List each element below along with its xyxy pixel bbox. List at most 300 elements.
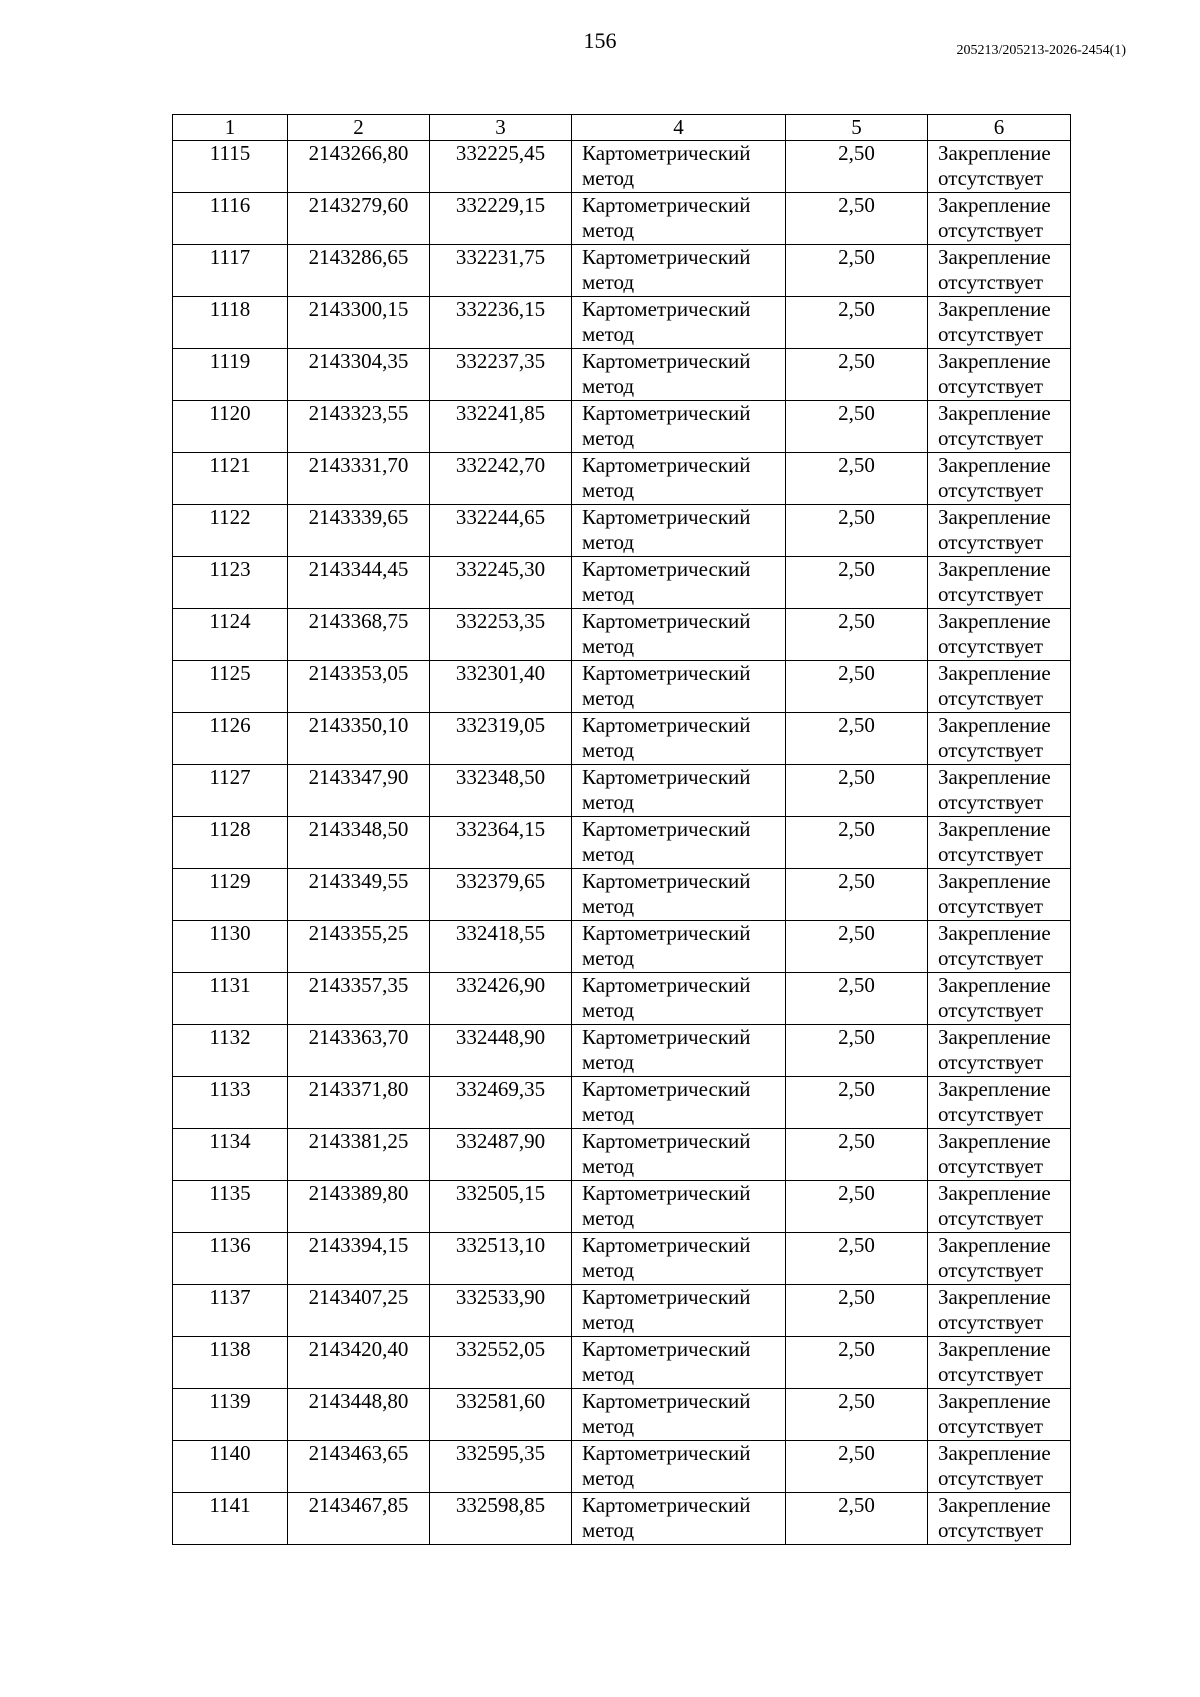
fixation-line-1: Закрепление xyxy=(938,817,1051,841)
fixation-line-2: отсутствует xyxy=(938,218,1044,242)
fixation-cell xyxy=(928,765,1071,817)
coordinates-table xyxy=(172,114,1071,1545)
fixation-line-1: Закрепление xyxy=(938,1025,1051,1049)
method-cell xyxy=(572,973,786,1025)
fixation-line-2: отсутствует xyxy=(938,166,1044,190)
fixation-line-2: отсутствует xyxy=(938,582,1044,606)
table-row xyxy=(173,505,1071,557)
method-line-2: метод xyxy=(582,946,635,970)
fixation-line-1: Закрепление xyxy=(938,1285,1051,1309)
method-line-2: метод xyxy=(582,686,635,710)
accuracy-cell: 2,50 xyxy=(786,1493,928,1545)
x-coordinate-cell: 2143357,35 xyxy=(288,973,430,1025)
fixation-line-1: Закрепление xyxy=(938,297,1051,321)
y-coordinate-cell: 332242,70 xyxy=(430,453,572,505)
method-line-2: метод xyxy=(582,738,635,762)
table-row xyxy=(173,453,1071,505)
fixation-line-1: Закрепление xyxy=(938,869,1051,893)
point-number-cell: 1118 xyxy=(173,297,288,349)
fixation-cell xyxy=(928,1129,1071,1181)
point-number-cell: 1130 xyxy=(173,921,288,973)
fixation-cell xyxy=(928,141,1071,193)
method-cell xyxy=(572,609,786,661)
y-coordinate-cell: 332244,65 xyxy=(430,505,572,557)
method-cell xyxy=(572,297,786,349)
accuracy-cell: 2,50 xyxy=(786,505,928,557)
fixation-line-1: Закрепление xyxy=(938,401,1051,425)
method-cell xyxy=(572,453,786,505)
method-line-1: Картометрический xyxy=(582,765,751,789)
y-coordinate-cell: 332595,35 xyxy=(430,1441,572,1493)
x-coordinate-cell: 2143407,25 xyxy=(288,1285,430,1337)
accuracy-cell: 2,50 xyxy=(786,1233,928,1285)
method-line-2: метод xyxy=(582,166,635,190)
point-number-cell: 1120 xyxy=(173,401,288,453)
point-number-cell: 1136 xyxy=(173,1233,288,1285)
accuracy-cell: 2,50 xyxy=(786,453,928,505)
point-number-cell: 1122 xyxy=(173,505,288,557)
method-cell xyxy=(572,245,786,297)
accuracy-cell: 2,50 xyxy=(786,297,928,349)
accuracy-cell: 2,50 xyxy=(786,609,928,661)
method-line-1: Картометрический xyxy=(582,453,751,477)
point-number-cell: 1116 xyxy=(173,193,288,245)
x-coordinate-cell: 2143467,85 xyxy=(288,1493,430,1545)
point-number-cell: 1127 xyxy=(173,765,288,817)
y-coordinate-cell: 332513,10 xyxy=(430,1233,572,1285)
point-number-cell: 1132 xyxy=(173,1025,288,1077)
fixation-cell xyxy=(928,661,1071,713)
accuracy-cell: 2,50 xyxy=(786,817,928,869)
fixation-line-1: Закрепление xyxy=(938,453,1051,477)
method-cell xyxy=(572,869,786,921)
method-cell xyxy=(572,1233,786,1285)
y-coordinate-cell: 332533,90 xyxy=(430,1285,572,1337)
table-row xyxy=(173,661,1071,713)
table-header-row xyxy=(173,115,1071,141)
accuracy-cell: 2,50 xyxy=(786,1337,928,1389)
method-line-1: Картометрический xyxy=(582,1337,751,1361)
method-cell xyxy=(572,921,786,973)
method-line-1: Картометрический xyxy=(582,1181,751,1205)
x-coordinate-cell: 2143300,15 xyxy=(288,297,430,349)
table-row xyxy=(173,817,1071,869)
accuracy-cell: 2,50 xyxy=(786,869,928,921)
method-line-1: Картометрический xyxy=(582,557,751,581)
fixation-cell xyxy=(928,713,1071,765)
method-line-2: метод xyxy=(582,1414,635,1438)
table-row xyxy=(173,1389,1071,1441)
x-coordinate-cell: 2143463,65 xyxy=(288,1441,430,1493)
method-line-1: Картометрический xyxy=(582,401,751,425)
fixation-cell xyxy=(928,609,1071,661)
method-line-1: Картометрический xyxy=(582,1025,751,1049)
method-line-2: метод xyxy=(582,218,635,242)
method-line-2: метод xyxy=(582,478,635,502)
method-cell xyxy=(572,661,786,713)
fixation-line-1: Закрепление xyxy=(938,765,1051,789)
fixation-cell xyxy=(928,1025,1071,1077)
fixation-line-1: Закрепление xyxy=(938,1493,1051,1517)
method-line-1: Картометрический xyxy=(582,921,751,945)
point-number-cell: 1128 xyxy=(173,817,288,869)
column-header-3: 3 xyxy=(430,115,572,141)
method-cell xyxy=(572,1285,786,1337)
point-number-cell: 1129 xyxy=(173,869,288,921)
method-line-1: Картометрический xyxy=(582,869,751,893)
y-coordinate-cell: 332469,35 xyxy=(430,1077,572,1129)
fixation-line-2: отсутствует xyxy=(938,270,1044,294)
fixation-line-1: Закрепление xyxy=(938,1337,1051,1361)
y-coordinate-cell: 332241,85 xyxy=(430,401,572,453)
point-number-cell: 1124 xyxy=(173,609,288,661)
y-coordinate-cell: 332225,45 xyxy=(430,141,572,193)
method-cell xyxy=(572,349,786,401)
fixation-line-1: Закрепление xyxy=(938,349,1051,373)
accuracy-cell: 2,50 xyxy=(786,765,928,817)
method-line-2: метод xyxy=(582,1362,635,1386)
table-row xyxy=(173,921,1071,973)
x-coordinate-cell: 2143266,80 xyxy=(288,141,430,193)
point-number-cell: 1131 xyxy=(173,973,288,1025)
method-line-2: метод xyxy=(582,374,635,398)
fixation-line-1: Закрепление xyxy=(938,1129,1051,1153)
method-cell xyxy=(572,1337,786,1389)
accuracy-cell: 2,50 xyxy=(786,921,928,973)
x-coordinate-cell: 2143389,80 xyxy=(288,1181,430,1233)
column-header-4: 4 xyxy=(572,115,786,141)
x-coordinate-cell: 2143353,05 xyxy=(288,661,430,713)
fixation-line-1: Закрепление xyxy=(938,921,1051,945)
method-line-2: метод xyxy=(582,322,635,346)
column-header-2: 2 xyxy=(288,115,430,141)
method-cell xyxy=(572,557,786,609)
method-line-1: Картометрический xyxy=(582,1493,751,1517)
fixation-line-2: отсутствует xyxy=(938,1518,1044,1542)
method-line-1: Картометрический xyxy=(582,1129,751,1153)
method-line-2: метод xyxy=(582,1466,635,1490)
table-row xyxy=(173,557,1071,609)
method-line-2: метод xyxy=(582,894,635,918)
fixation-cell xyxy=(928,817,1071,869)
method-cell xyxy=(572,505,786,557)
x-coordinate-cell: 2143347,90 xyxy=(288,765,430,817)
table-body xyxy=(173,141,1071,1545)
method-cell xyxy=(572,1181,786,1233)
accuracy-cell: 2,50 xyxy=(786,973,928,1025)
accuracy-cell: 2,50 xyxy=(786,661,928,713)
table-row xyxy=(173,1285,1071,1337)
accuracy-cell: 2,50 xyxy=(786,1025,928,1077)
fixation-line-1: Закрепление xyxy=(938,245,1051,269)
accuracy-cell: 2,50 xyxy=(786,557,928,609)
y-coordinate-cell: 332448,90 xyxy=(430,1025,572,1077)
table-row xyxy=(173,1233,1071,1285)
y-coordinate-cell: 332581,60 xyxy=(430,1389,572,1441)
fixation-line-2: отсутствует xyxy=(938,634,1044,658)
method-line-1: Картометрический xyxy=(582,349,751,373)
method-cell xyxy=(572,193,786,245)
method-cell xyxy=(572,141,786,193)
point-number-cell: 1121 xyxy=(173,453,288,505)
page-number: 156 xyxy=(583,28,617,53)
fixation-line-1: Закрепление xyxy=(938,1077,1051,1101)
method-cell xyxy=(572,1077,786,1129)
fixation-line-1: Закрепление xyxy=(938,141,1051,165)
fixation-line-2: отсутствует xyxy=(938,1310,1044,1334)
method-cell xyxy=(572,713,786,765)
fixation-line-1: Закрепление xyxy=(938,713,1051,737)
table-row xyxy=(173,869,1071,921)
fixation-cell xyxy=(928,973,1071,1025)
fixation-cell xyxy=(928,557,1071,609)
x-coordinate-cell: 2143355,25 xyxy=(288,921,430,973)
method-line-1: Картометрический xyxy=(582,141,751,165)
table-row xyxy=(173,713,1071,765)
accuracy-cell: 2,50 xyxy=(786,1077,928,1129)
fixation-line-1: Закрепление xyxy=(938,609,1051,633)
point-number-cell: 1134 xyxy=(173,1129,288,1181)
method-line-1: Картометрический xyxy=(582,1285,751,1309)
fixation-line-2: отсутствует xyxy=(938,1258,1044,1282)
method-line-2: метод xyxy=(582,842,635,866)
fixation-cell xyxy=(928,453,1071,505)
fixation-cell xyxy=(928,1441,1071,1493)
fixation-line-2: отсутствует xyxy=(938,374,1044,398)
point-number-cell: 1123 xyxy=(173,557,288,609)
y-coordinate-cell: 332301,40 xyxy=(430,661,572,713)
table-row xyxy=(173,401,1071,453)
method-line-2: метод xyxy=(582,1258,635,1282)
fixation-line-2: отсутствует xyxy=(938,1206,1044,1230)
fixation-cell xyxy=(928,245,1071,297)
method-line-1: Картометрический xyxy=(582,505,751,529)
fixation-line-2: отсутствует xyxy=(938,322,1044,346)
method-line-2: метод xyxy=(582,582,635,606)
fixation-cell xyxy=(928,297,1071,349)
fixation-cell xyxy=(928,869,1071,921)
method-line-1: Картометрический xyxy=(582,817,751,841)
method-line-1: Картометрический xyxy=(582,193,751,217)
method-line-2: метод xyxy=(582,1206,635,1230)
method-line-1: Картометрический xyxy=(582,297,751,321)
method-line-2: метод xyxy=(582,998,635,1022)
method-cell xyxy=(572,401,786,453)
fixation-line-2: отсутствует xyxy=(938,1102,1044,1126)
table-row xyxy=(173,1077,1071,1129)
table-row xyxy=(173,1025,1071,1077)
method-cell xyxy=(572,1441,786,1493)
point-number-cell: 1126 xyxy=(173,713,288,765)
y-coordinate-cell: 332348,50 xyxy=(430,765,572,817)
y-coordinate-cell: 332245,30 xyxy=(430,557,572,609)
accuracy-cell: 2,50 xyxy=(786,245,928,297)
method-line-1: Картометрический xyxy=(582,1441,751,1465)
accuracy-cell: 2,50 xyxy=(786,401,928,453)
y-coordinate-cell: 332237,35 xyxy=(430,349,572,401)
fixation-line-1: Закрепление xyxy=(938,1181,1051,1205)
column-header-1: 1 xyxy=(173,115,288,141)
y-coordinate-cell: 332231,75 xyxy=(430,245,572,297)
fixation-line-1: Закрепление xyxy=(938,1233,1051,1257)
accuracy-cell: 2,50 xyxy=(786,193,928,245)
table-row xyxy=(173,245,1071,297)
x-coordinate-cell: 2143448,80 xyxy=(288,1389,430,1441)
x-coordinate-cell: 2143323,55 xyxy=(288,401,430,453)
table-row xyxy=(173,1337,1071,1389)
point-number-cell: 1139 xyxy=(173,1389,288,1441)
fixation-line-1: Закрепление xyxy=(938,1441,1051,1465)
fixation-cell xyxy=(928,1285,1071,1337)
method-line-1: Картометрический xyxy=(582,713,751,737)
y-coordinate-cell: 332598,85 xyxy=(430,1493,572,1545)
table-row xyxy=(173,297,1071,349)
method-line-1: Картометрический xyxy=(582,609,751,633)
y-coordinate-cell: 332426,90 xyxy=(430,973,572,1025)
method-line-1: Картометрический xyxy=(582,661,751,685)
fixation-cell xyxy=(928,193,1071,245)
fixation-line-1: Закрепление xyxy=(938,505,1051,529)
y-coordinate-cell: 332319,05 xyxy=(430,713,572,765)
point-number-cell: 1125 xyxy=(173,661,288,713)
method-cell xyxy=(572,817,786,869)
method-line-1: Картометрический xyxy=(582,245,751,269)
y-coordinate-cell: 332418,55 xyxy=(430,921,572,973)
table-row xyxy=(173,765,1071,817)
accuracy-cell: 2,50 xyxy=(786,141,928,193)
method-line-1: Картометрический xyxy=(582,1233,751,1257)
x-coordinate-cell: 2143371,80 xyxy=(288,1077,430,1129)
point-number-cell: 1115 xyxy=(173,141,288,193)
method-cell xyxy=(572,1493,786,1545)
fixation-line-2: отсутствует xyxy=(938,1154,1044,1178)
fixation-line-2: отсутствует xyxy=(938,738,1044,762)
method-cell xyxy=(572,1129,786,1181)
x-coordinate-cell: 2143350,10 xyxy=(288,713,430,765)
accuracy-cell: 2,50 xyxy=(786,1181,928,1233)
fixation-line-2: отсутствует xyxy=(938,1414,1044,1438)
x-coordinate-cell: 2143381,25 xyxy=(288,1129,430,1181)
point-number-cell: 1137 xyxy=(173,1285,288,1337)
column-header-5: 5 xyxy=(786,115,928,141)
y-coordinate-cell: 332487,90 xyxy=(430,1129,572,1181)
fixation-line-2: отсутствует xyxy=(938,790,1044,814)
table-row xyxy=(173,1181,1071,1233)
fixation-cell xyxy=(928,1337,1071,1389)
table-row xyxy=(173,1129,1071,1181)
accuracy-cell: 2,50 xyxy=(786,349,928,401)
fixation-cell xyxy=(928,505,1071,557)
fixation-cell xyxy=(928,1389,1071,1441)
x-coordinate-cell: 2143286,65 xyxy=(288,245,430,297)
fixation-line-2: отсутствует xyxy=(938,1466,1044,1490)
method-cell xyxy=(572,1025,786,1077)
method-line-2: метод xyxy=(582,790,635,814)
y-coordinate-cell: 332552,05 xyxy=(430,1337,572,1389)
fixation-line-2: отсутствует xyxy=(938,946,1044,970)
accuracy-cell: 2,50 xyxy=(786,1389,928,1441)
x-coordinate-cell: 2143394,15 xyxy=(288,1233,430,1285)
point-number-cell: 1138 xyxy=(173,1337,288,1389)
y-coordinate-cell: 332253,35 xyxy=(430,609,572,661)
table-row xyxy=(173,141,1071,193)
point-number-cell: 1117 xyxy=(173,245,288,297)
x-coordinate-cell: 2143363,70 xyxy=(288,1025,430,1077)
y-coordinate-cell: 332505,15 xyxy=(430,1181,572,1233)
x-coordinate-cell: 2143279,60 xyxy=(288,193,430,245)
x-coordinate-cell: 2143349,55 xyxy=(288,869,430,921)
column-header-6: 6 xyxy=(928,115,1071,141)
point-number-cell: 1133 xyxy=(173,1077,288,1129)
method-line-2: метод xyxy=(582,1050,635,1074)
fixation-cell xyxy=(928,1233,1071,1285)
table-row xyxy=(173,973,1071,1025)
method-cell xyxy=(572,765,786,817)
fixation-line-2: отсутствует xyxy=(938,842,1044,866)
method-line-2: метод xyxy=(582,270,635,294)
fixation-line-1: Закрепление xyxy=(938,661,1051,685)
method-line-2: метод xyxy=(582,1102,635,1126)
y-coordinate-cell: 332364,15 xyxy=(430,817,572,869)
method-line-2: метод xyxy=(582,634,635,658)
fixation-cell xyxy=(928,1493,1071,1545)
table-row xyxy=(173,609,1071,661)
method-line-2: метод xyxy=(582,426,635,450)
x-coordinate-cell: 2143344,45 xyxy=(288,557,430,609)
fixation-line-2: отсутствует xyxy=(938,894,1044,918)
fixation-line-2: отсутствует xyxy=(938,426,1044,450)
method-line-2: метод xyxy=(582,1310,635,1334)
fixation-line-1: Закрепление xyxy=(938,193,1051,217)
fixation-cell xyxy=(928,921,1071,973)
document-id: 205213/205213-2026-2454(1) xyxy=(956,43,1126,58)
method-line-1: Картометрический xyxy=(582,973,751,997)
fixation-cell xyxy=(928,349,1071,401)
accuracy-cell: 2,50 xyxy=(786,1441,928,1493)
fixation-line-2: отсутствует xyxy=(938,686,1044,710)
fixation-cell xyxy=(928,1077,1071,1129)
fixation-line-2: отсутствует xyxy=(938,1050,1044,1074)
fixation-cell xyxy=(928,1181,1071,1233)
x-coordinate-cell: 2143368,75 xyxy=(288,609,430,661)
point-number-cell: 1141 xyxy=(173,1493,288,1545)
fixation-line-2: отсутствует xyxy=(938,998,1044,1022)
point-number-cell: 1119 xyxy=(173,349,288,401)
method-line-2: метод xyxy=(582,1154,635,1178)
table-row xyxy=(173,193,1071,245)
fixation-line-1: Закрепление xyxy=(938,557,1051,581)
method-line-1: Картометрический xyxy=(582,1077,751,1101)
x-coordinate-cell: 2143348,50 xyxy=(288,817,430,869)
accuracy-cell: 2,50 xyxy=(786,713,928,765)
point-number-cell: 1140 xyxy=(173,1441,288,1493)
y-coordinate-cell: 332379,65 xyxy=(430,869,572,921)
x-coordinate-cell: 2143304,35 xyxy=(288,349,430,401)
y-coordinate-cell: 332229,15 xyxy=(430,193,572,245)
fixation-cell xyxy=(928,401,1071,453)
fixation-line-1: Закрепление xyxy=(938,1389,1051,1413)
table-row xyxy=(173,1493,1071,1545)
table-row xyxy=(173,1441,1071,1493)
point-number-cell: 1135 xyxy=(173,1181,288,1233)
fixation-line-2: отсутствует xyxy=(938,530,1044,554)
accuracy-cell: 2,50 xyxy=(786,1129,928,1181)
accuracy-cell: 2,50 xyxy=(786,1285,928,1337)
x-coordinate-cell: 2143339,65 xyxy=(288,505,430,557)
fixation-line-1: Закрепление xyxy=(938,973,1051,997)
method-cell xyxy=(572,1389,786,1441)
x-coordinate-cell: 2143420,40 xyxy=(288,1337,430,1389)
